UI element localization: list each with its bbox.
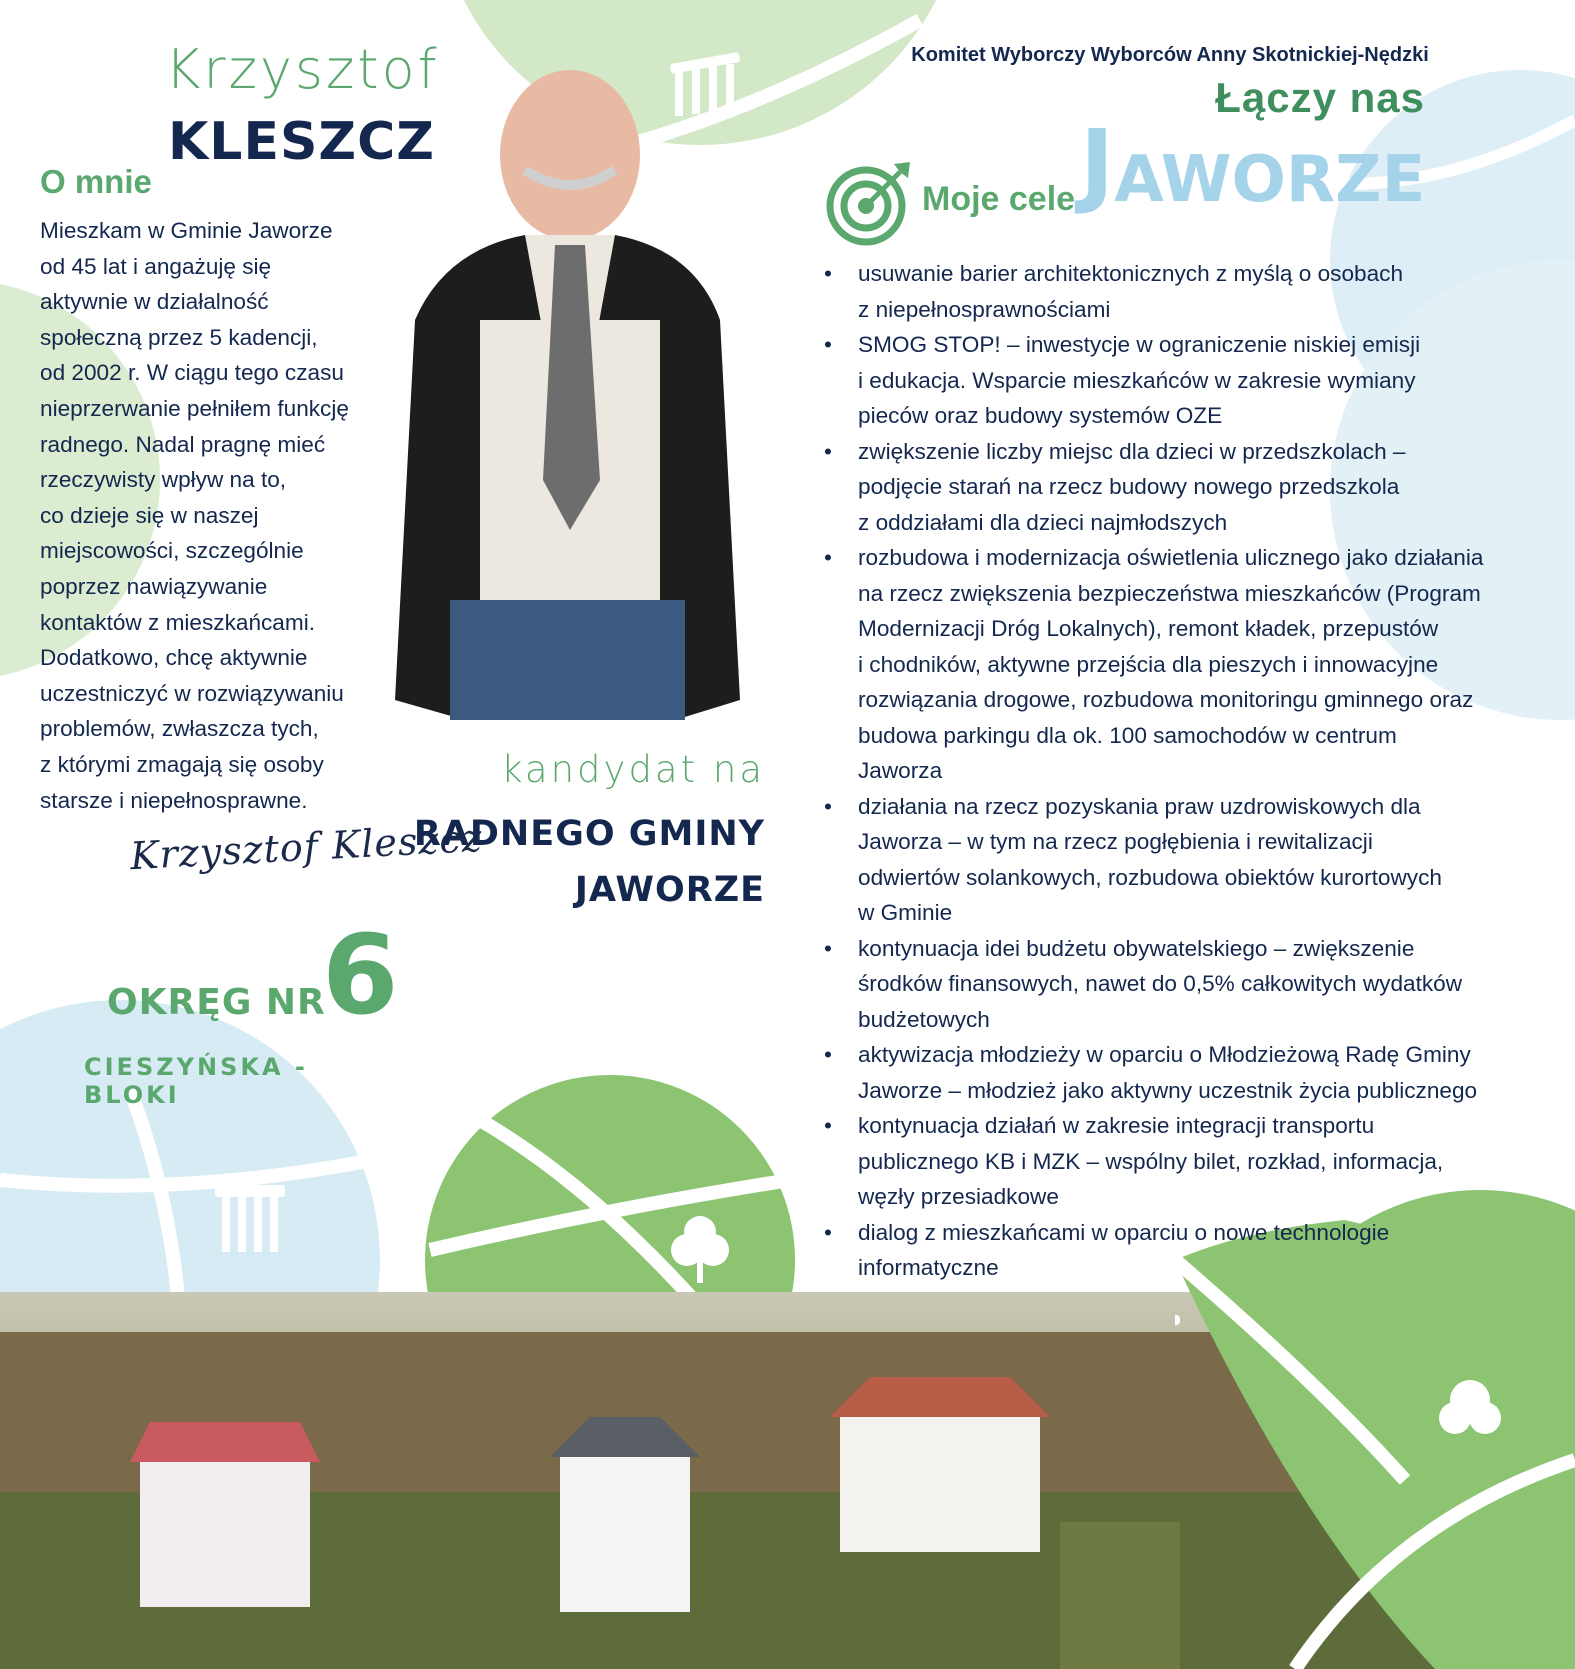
about-line: Mieszkam w Gminie Jaworze <box>40 218 333 243</box>
about-line: rzeczywisty wpływ na to, <box>40 467 287 493</box>
slogan-line: Łączy nas <box>1215 74 1425 121</box>
list-item: • usuwanie barier architektonicznych z myślą o osobach z niepełnosprawnościami <box>824 261 1404 322</box>
goals-heading: Moje cele <box>922 180 1076 218</box>
about-line: starsze i niepełnosprawne. <box>40 787 308 813</box>
slogan-rest: AWORZE <box>1114 143 1426 217</box>
candidacy-office <box>405 806 765 918</box>
candidate-last-name: KLESZCZ <box>168 112 435 172</box>
about-text <box>40 213 390 818</box>
about-line: uczestniczyć w rozwiązywaniu <box>40 680 344 706</box>
slogan-town <box>1080 110 1425 217</box>
committee-name: Komitet Wyborczy Wyborców Anny Skotnickiej-Nędzki <box>911 44 1429 66</box>
about-line: społeczną przez 5 kadencji, <box>40 324 318 350</box>
district-number: 6 <box>322 911 399 1039</box>
district-label: OKRĘG NR <box>107 982 326 1023</box>
about-line: od 45 lat i angażuję się <box>40 253 272 279</box>
list-item: • aktywizacja młodzieży w oparciu o Młodzieżową Radę Gminy Jaworze – młodzież jako aktywny uczestnik życia publicznego <box>824 1042 1478 1103</box>
about-line: od 2002 r. W ciągu tego czasu <box>40 360 344 386</box>
about-line: kontaktów z mieszkańcami. <box>40 609 315 635</box>
list-item: • kontynuacja działań w zakresie integracji transportu publicznego KB i MZK – wspólny bilet, rozkład, informacja, węzły przesiadkowe <box>824 1113 1444 1209</box>
list-item: • SMOG STOP! – inwestycje w ograniczenie niskiej emisji i edukacja. Wsparcie mieszkańców w zakresie wymiany pieców oraz budowy systemów OZE <box>824 332 1421 428</box>
lamp-icon <box>1175 1315 1180 1352</box>
about-heading: O mnie <box>40 163 152 200</box>
landscape-overlay-green <box>1175 1220 1575 1669</box>
about-line: radnego. Nadal pragnę mieć <box>40 431 326 457</box>
goals-list <box>818 256 1538 1286</box>
list-item: • kontynuacja idei budżetu obywatelskiego – zwiększenie środków finansowych, nawet do 0,5% całkowitych wydatków budżetowych <box>824 935 1463 1032</box>
district-area: CIESZYŃSKA - BLOKI <box>84 1053 308 1109</box>
about-line: problemów, zwłaszcza tych, <box>40 716 319 742</box>
list-item: • zwiększenie liczby miejsc dla dzieci w przedszkolach – podjęcie starań na rzecz budowy nowego przedszkola z oddziałami dla dzieci najmłodszych <box>824 438 1406 535</box>
candidacy-office-line: JAWORZE <box>574 870 765 910</box>
about-line: poprzez nawiązywanie <box>40 573 268 599</box>
about-line: z którymi zmagają się osoby <box>40 751 324 777</box>
candidacy-office-line: RADNEGO GMINY <box>413 814 765 854</box>
list-item: • rozbudowa i modernizacja oświetlenia ulicznego jako działania na rzecz zwiększenia bezpieczeństwa mieszkańców (Program Modernizacji Dróg Lokalnych), remont kładek, przepustów i chodników, aktywne przejścia dla pieszych i innowacyjne rozwiązania drogowe, rozbudowa monitoringu gminnego oraz budowa parkingu dla ok. 100 samochodów w centrum Jaworza <box>824 545 1484 783</box>
candidacy-label: kandydat na <box>501 748 765 791</box>
list-item: • działania na rzecz pozyskania praw uzdrowiskowych dla Jaworza – w tym na rzecz pogłębienia i rewitalizacji odwiertów solankowych, rozbudowa obiektów kurortowych w Gminie <box>824 793 1442 925</box>
slogan-big-letter: J <box>1080 110 1115 217</box>
about-line: aktywnie w działalność <box>40 289 269 315</box>
about-line: co dzieje się w naszej <box>40 502 259 528</box>
target-icon <box>826 160 912 246</box>
about-line: nieprzerwanie pełniłem funkcję <box>40 395 349 421</box>
candidate-signature: Krzysztof Kleszcz <box>129 815 484 879</box>
about-line: miejscowości, szczególnie <box>40 538 304 564</box>
about-line: Dodatkowo, chcę aktywnie <box>40 645 308 671</box>
list-item: • dialog z mieszkańcami w oparciu o nowe technologie informatyczne <box>824 1219 1390 1280</box>
candidate-first-name: Krzysztof <box>165 38 440 101</box>
